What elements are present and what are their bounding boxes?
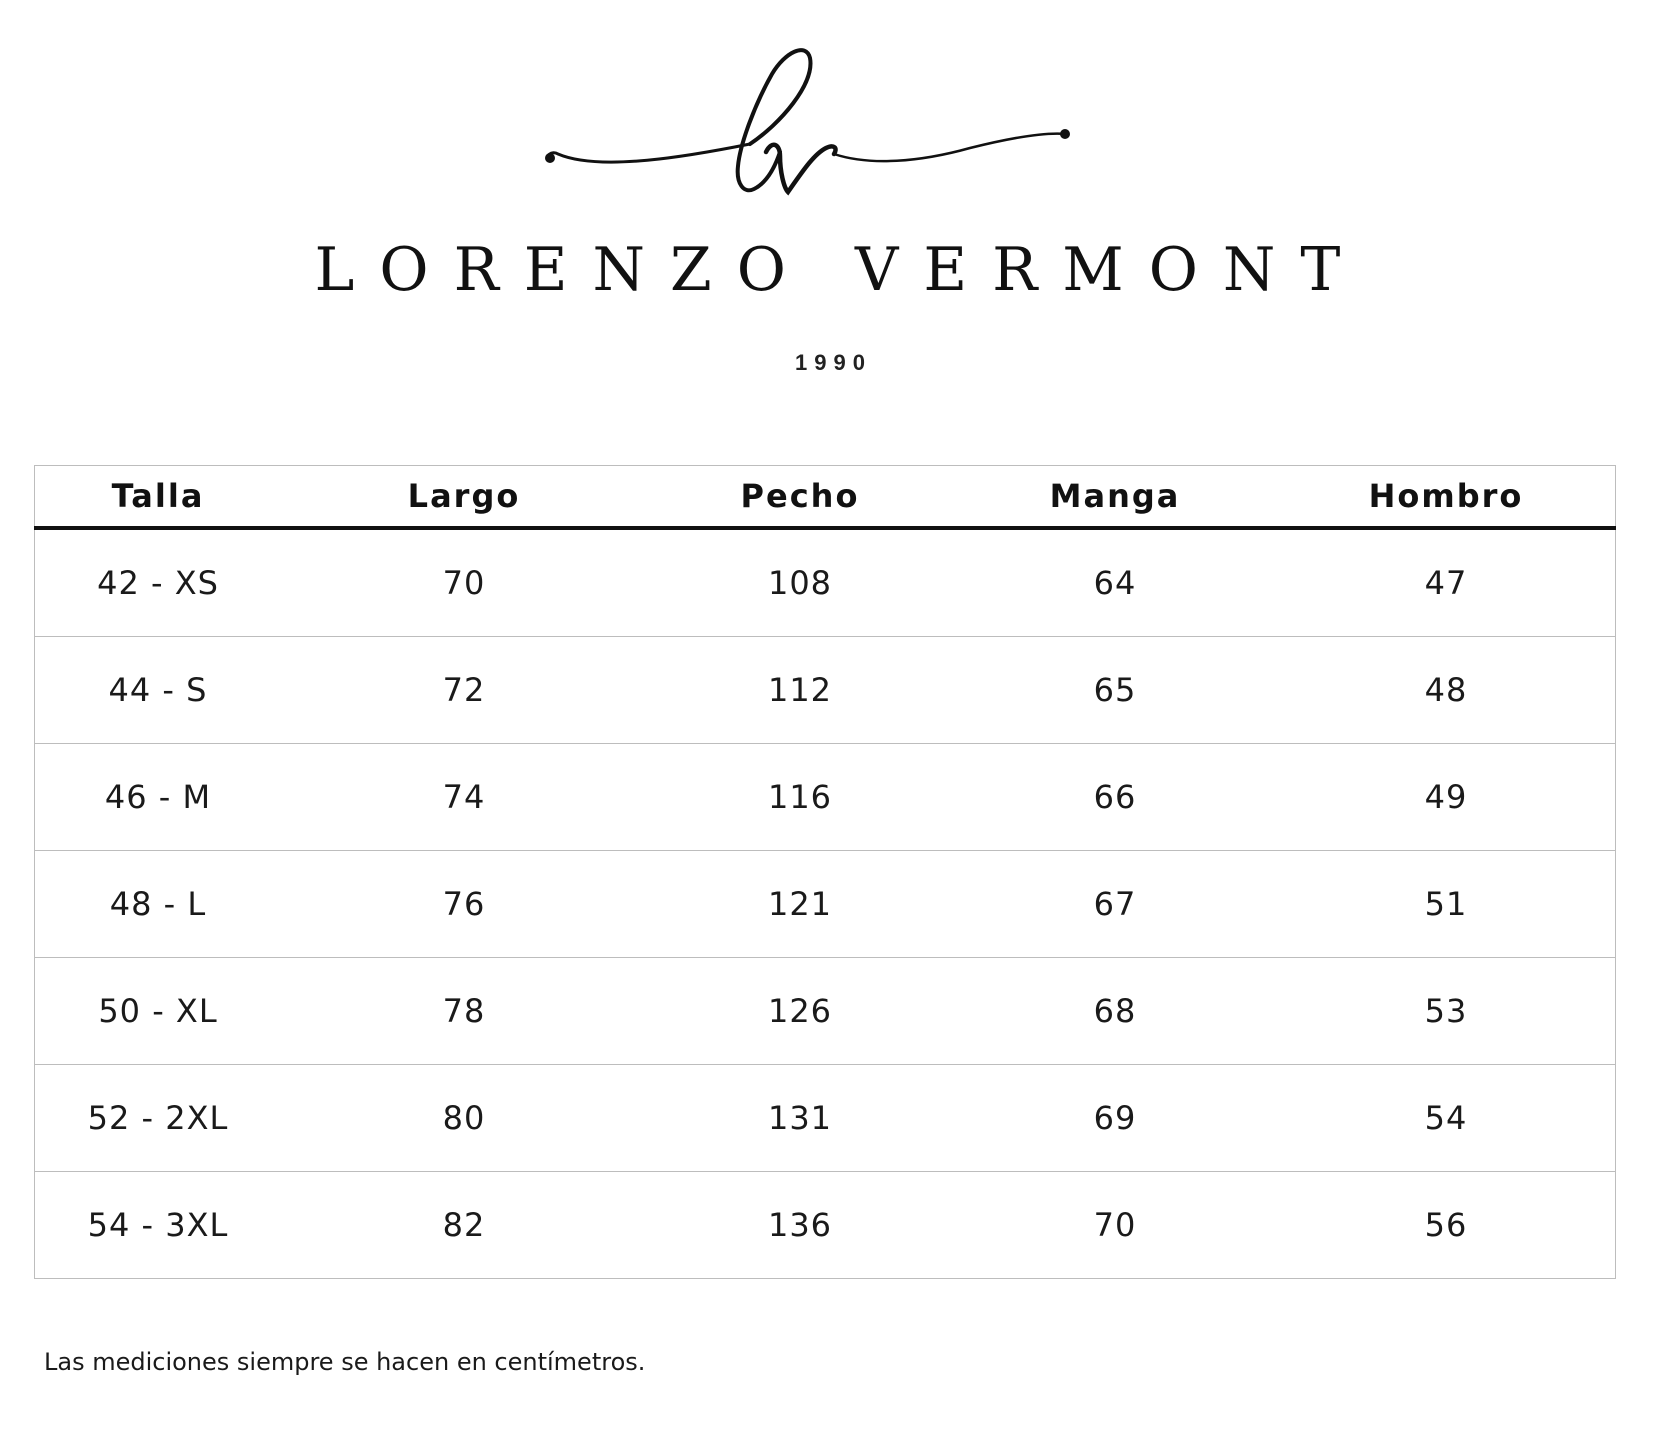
table-cell: 47 bbox=[1277, 528, 1616, 637]
brand-monogram-logo bbox=[540, 44, 1080, 204]
table-cell: 50 - XL bbox=[35, 958, 282, 1065]
table-cell: 52 - 2XL bbox=[35, 1065, 282, 1172]
table-row bbox=[35, 851, 1616, 958]
table-cell: 65 bbox=[953, 637, 1277, 744]
table-cell: 42 - XS bbox=[35, 528, 282, 637]
table-cell: 48 - L bbox=[35, 851, 282, 958]
table-cell: 66 bbox=[953, 744, 1277, 851]
table-cell: 49 bbox=[1277, 744, 1616, 851]
table-cell: 112 bbox=[647, 637, 953, 744]
table-cell: 51 bbox=[1277, 851, 1616, 958]
brand-year: 1990 bbox=[795, 350, 872, 375]
table-cell: 121 bbox=[647, 851, 953, 958]
column-header-manga: Manga bbox=[953, 466, 1277, 529]
table-cell: 82 bbox=[281, 1172, 647, 1279]
measurement-footnote: Las mediciones siempre se hacen en centímetros. bbox=[44, 1348, 646, 1376]
table-row bbox=[35, 1172, 1616, 1279]
table-cell: 70 bbox=[953, 1172, 1277, 1279]
brand-name: LORENZO VERMONT bbox=[314, 235, 1366, 305]
table-cell: 76 bbox=[281, 851, 647, 958]
table-row bbox=[35, 958, 1616, 1065]
column-header-largo: Largo bbox=[281, 466, 647, 529]
table-cell: 67 bbox=[953, 851, 1277, 958]
table-cell: 53 bbox=[1277, 958, 1616, 1065]
column-header-talla: Talla bbox=[35, 466, 282, 529]
table-row bbox=[35, 1065, 1616, 1172]
table-cell: 56 bbox=[1277, 1172, 1616, 1279]
table-cell: 54 bbox=[1277, 1065, 1616, 1172]
column-header-pecho: Pecho bbox=[647, 466, 953, 529]
table-cell: 54 - 3XL bbox=[35, 1172, 282, 1279]
table-cell: 74 bbox=[281, 744, 647, 851]
table-cell: 48 bbox=[1277, 637, 1616, 744]
table-cell: 108 bbox=[647, 528, 953, 637]
table-cell: 116 bbox=[647, 744, 953, 851]
table-cell: 64 bbox=[953, 528, 1277, 637]
table-cell: 68 bbox=[953, 958, 1277, 1065]
column-header-hombro: Hombro bbox=[1277, 466, 1616, 529]
table-cell: 70 bbox=[281, 528, 647, 637]
table-row bbox=[35, 528, 1616, 637]
table-cell: 72 bbox=[281, 637, 647, 744]
table-cell: 126 bbox=[647, 958, 953, 1065]
table-row bbox=[35, 744, 1616, 851]
table-row bbox=[35, 637, 1616, 744]
table-cell: 131 bbox=[647, 1065, 953, 1172]
table-cell: 78 bbox=[281, 958, 647, 1065]
table-cell: 136 bbox=[647, 1172, 953, 1279]
table-cell: 44 - S bbox=[35, 637, 282, 744]
table-header-row bbox=[35, 466, 1616, 529]
size-chart-table bbox=[34, 465, 1616, 1279]
table-cell: 80 bbox=[281, 1065, 647, 1172]
table-cell: 69 bbox=[953, 1065, 1277, 1172]
table-cell: 46 - M bbox=[35, 744, 282, 851]
